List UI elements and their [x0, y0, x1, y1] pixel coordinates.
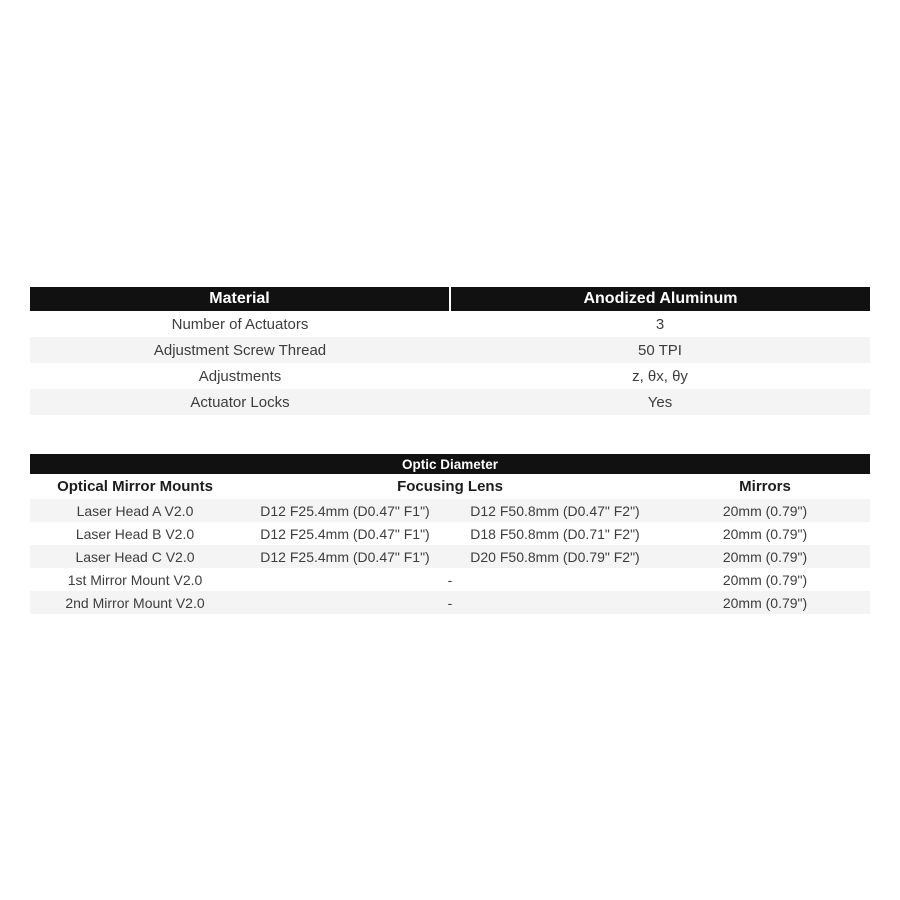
table-row-actuators: [30, 311, 870, 337]
mount-name: Laser Head C V2.0: [75, 548, 195, 565]
optic-column-header-row: [30, 474, 870, 499]
column-header-focusing-lens: Focusing Lens: [240, 474, 660, 499]
focusing-lens-value: -: [447, 594, 453, 611]
table-row-adjustments: [30, 363, 870, 389]
optic-diameter-title: Optic Diameter: [30, 454, 870, 474]
column-header-mirrors: Mirrors: [660, 474, 870, 499]
mirrors-value: 20mm (0.79"): [722, 548, 808, 565]
spec-value: z, θx, θy: [632, 367, 688, 385]
spec-header-material: Material: [30, 287, 450, 311]
spec-label: Actuator Locks: [190, 393, 290, 411]
table-row-laser-head-c: [30, 545, 870, 568]
mirrors-value: 20mm (0.79"): [722, 502, 808, 519]
focusing-lens-value: D12 F50.8mm (D0.47" F2"): [470, 502, 640, 519]
column-header-mounts: Optical Mirror Mounts: [30, 474, 240, 499]
table-row-actuator-locks: [30, 389, 870, 415]
focusing-lens-value: D12 F25.4mm (D0.47" F1"): [260, 548, 430, 565]
mount-name: Laser Head B V2.0: [75, 525, 195, 542]
material-spec-table: [30, 287, 870, 415]
focusing-lens-value: D18 F50.8mm (D0.71" F2"): [470, 525, 640, 542]
mirrors-value: 20mm (0.79"): [722, 571, 808, 588]
table-row-laser-head-a: [30, 499, 870, 522]
focusing-lens-value: -: [447, 571, 453, 588]
spec-label: Adjustments: [198, 367, 282, 385]
spec-label: Adjustment Screw Thread: [153, 341, 327, 359]
spec-header-row: [30, 287, 870, 311]
table-row-laser-head-b: [30, 522, 870, 545]
table-row-screw-thread: [30, 337, 870, 363]
table-row-first-mirror-mount: [30, 568, 870, 591]
mount-name: Laser Head A V2.0: [76, 502, 194, 519]
mirrors-value: 20mm (0.79"): [722, 525, 808, 542]
mount-name: 1st Mirror Mount V2.0: [67, 571, 203, 588]
mount-name: 2nd Mirror Mount V2.0: [65, 594, 205, 611]
spec-header-material-value: Anodized Aluminum: [450, 287, 870, 311]
focusing-lens-value: D12 F25.4mm (D0.47" F1"): [260, 525, 430, 542]
optic-title-row: [30, 454, 870, 474]
spec-label: Number of Actuators: [171, 315, 309, 333]
table-row-second-mirror-mount: [30, 591, 870, 614]
optic-diameter-table: [30, 454, 870, 614]
focusing-lens-value: D20 F50.8mm (D0.79" F2"): [470, 548, 640, 565]
spec-value: 3: [655, 315, 665, 333]
focusing-lens-value: D12 F25.4mm (D0.47" F1"): [260, 502, 430, 519]
spec-value: Yes: [647, 393, 673, 411]
spec-value: 50 TPI: [638, 341, 682, 359]
mirrors-value: 20mm (0.79"): [722, 594, 808, 611]
